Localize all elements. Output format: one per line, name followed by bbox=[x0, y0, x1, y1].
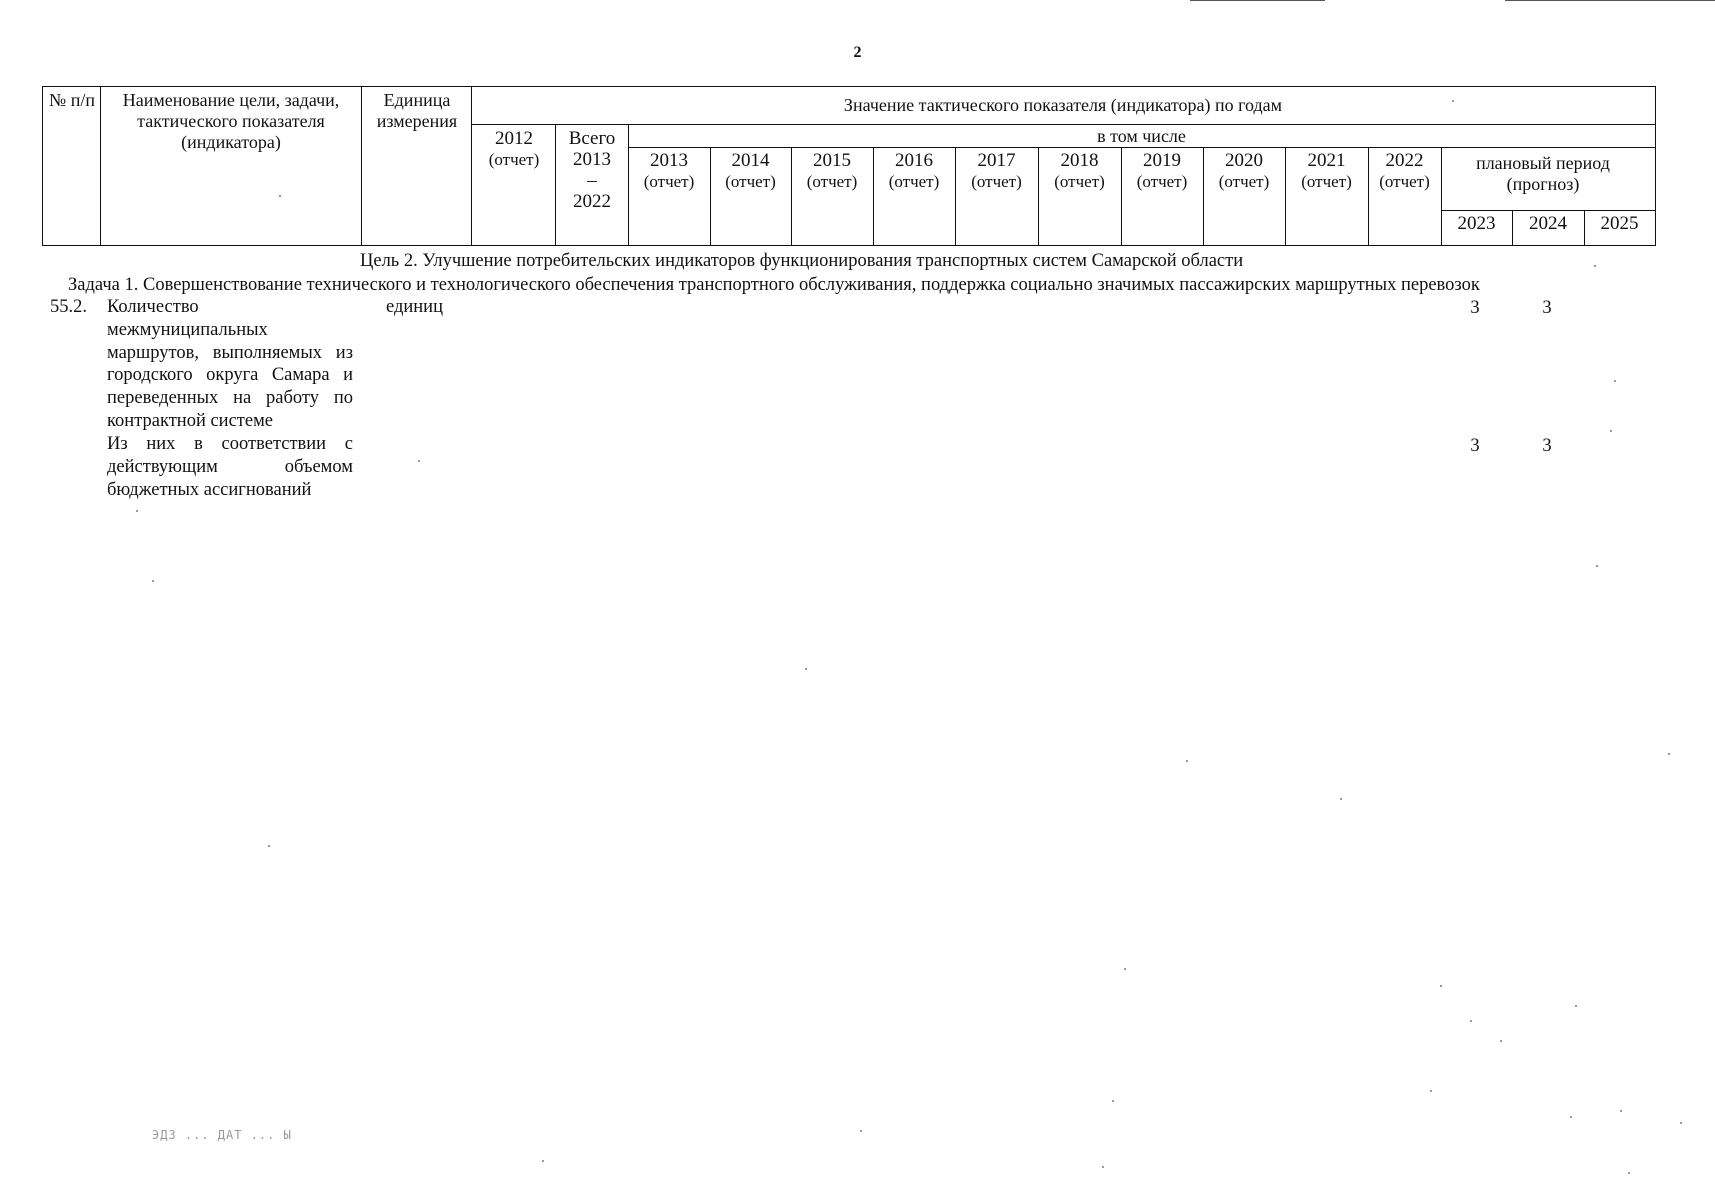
header-year-2025: 2025 bbox=[1600, 213, 1639, 234]
header-name: Наименование цели, задачи, тактического показателя (индикатора) bbox=[122, 90, 340, 152]
header-planned-period: плановый период (прогноз) bbox=[1476, 153, 1610, 194]
scan-speck bbox=[1610, 430, 1612, 432]
header-number: № п/п bbox=[49, 90, 95, 110]
scan-speck bbox=[805, 668, 807, 670]
scan-speck bbox=[268, 845, 270, 847]
header-year-2015: 2015 (отчет) bbox=[806, 150, 858, 191]
scan-speck bbox=[1102, 1166, 1104, 1168]
header-year-2019: 2019 (отчет) bbox=[1136, 150, 1188, 191]
header-values: Значение тактического показателя (индикатора) по годам bbox=[843, 95, 1283, 115]
header-year-2017: 2017 (отчет) bbox=[971, 150, 1022, 191]
scan-speck bbox=[1440, 985, 1442, 987]
page-number: 2 bbox=[853, 44, 862, 61]
scan-speck bbox=[1668, 753, 1670, 755]
header-year-2020: 2020 (отчет) bbox=[1218, 150, 1270, 191]
row-value-2024: 3 bbox=[1542, 436, 1552, 456]
header-year-2014: 2014 (отчет) bbox=[725, 150, 776, 191]
header-year-2021: 2021 (отчет) bbox=[1301, 150, 1352, 191]
scan-speck bbox=[1614, 380, 1616, 382]
scan-speck bbox=[1500, 1040, 1502, 1042]
header-year-2022: 2022 (отчет) bbox=[1379, 150, 1430, 191]
header-year-2018: 2018 (отчет) bbox=[1054, 150, 1105, 191]
scan-speck bbox=[1575, 1005, 1577, 1007]
scan-smudge: ЭДЗ ... ДАТ ... Ы bbox=[152, 1128, 292, 1142]
header-including: в том числе bbox=[1097, 126, 1186, 146]
scan-speck bbox=[1430, 1090, 1432, 1092]
row-value-2024: 3 bbox=[1542, 298, 1552, 318]
scan-speck bbox=[1680, 1122, 1682, 1124]
scan-speck bbox=[1594, 265, 1596, 267]
scan-speck bbox=[1186, 760, 1188, 762]
scan-speck bbox=[418, 460, 420, 462]
scan-edge-line bbox=[1505, 0, 1715, 1]
scan-speck bbox=[1340, 798, 1342, 800]
scan-speck bbox=[1124, 968, 1126, 970]
task-heading: Задача 1. Совершенствование технического и технологического обеспечения транспортного обслуживания, поддержка социально значимых пассажирских маршрутных перевозок bbox=[68, 275, 1480, 295]
scan-speck bbox=[152, 580, 154, 582]
row-name: Из них в соответствии с действующим объемом бюджетных ассигнований bbox=[107, 434, 353, 500]
header-year-2016: 2016 (отчет) bbox=[888, 150, 940, 191]
row-value-2023: 3 bbox=[1470, 298, 1480, 318]
row-unit: единиц bbox=[386, 297, 443, 317]
header-total: Всего 2013 – 2022 bbox=[568, 128, 616, 212]
header-year-2024: 2024 bbox=[1529, 213, 1567, 234]
scan-speck bbox=[1112, 1100, 1114, 1102]
row-value-2023: 3 bbox=[1470, 436, 1480, 456]
scan-speck bbox=[1628, 1172, 1630, 1174]
scan-speck bbox=[1470, 1020, 1472, 1022]
header-year-2013: 2013 (отчет) bbox=[643, 150, 695, 191]
header-unit: Единица измерения bbox=[376, 90, 458, 131]
scan-edge-line bbox=[1190, 0, 1325, 1]
scan-speck bbox=[542, 1160, 544, 1162]
table-header bbox=[42, 86, 1656, 246]
scan-speck bbox=[860, 1130, 862, 1132]
scan-speck bbox=[1570, 1116, 1572, 1118]
scan-speck bbox=[1596, 565, 1598, 567]
row-name: Количество межмуниципальных маршрутов, выполняемых из городского округа Самара и переведенных на работу по контрактной системе bbox=[107, 297, 353, 431]
header-year-2012: 2012 (отчет) bbox=[488, 128, 540, 169]
scan-speck bbox=[136, 510, 138, 512]
goal-heading: Цель 2. Улучшение потребительских индикаторов функционирования транспортных систем Самарской области bbox=[360, 251, 1244, 271]
scan-speck bbox=[1620, 1110, 1622, 1112]
row-number: 55.2. bbox=[50, 297, 87, 317]
scan-speck bbox=[279, 195, 281, 197]
scan-speck bbox=[1452, 100, 1454, 102]
header-year-2023: 2023 bbox=[1457, 213, 1496, 234]
